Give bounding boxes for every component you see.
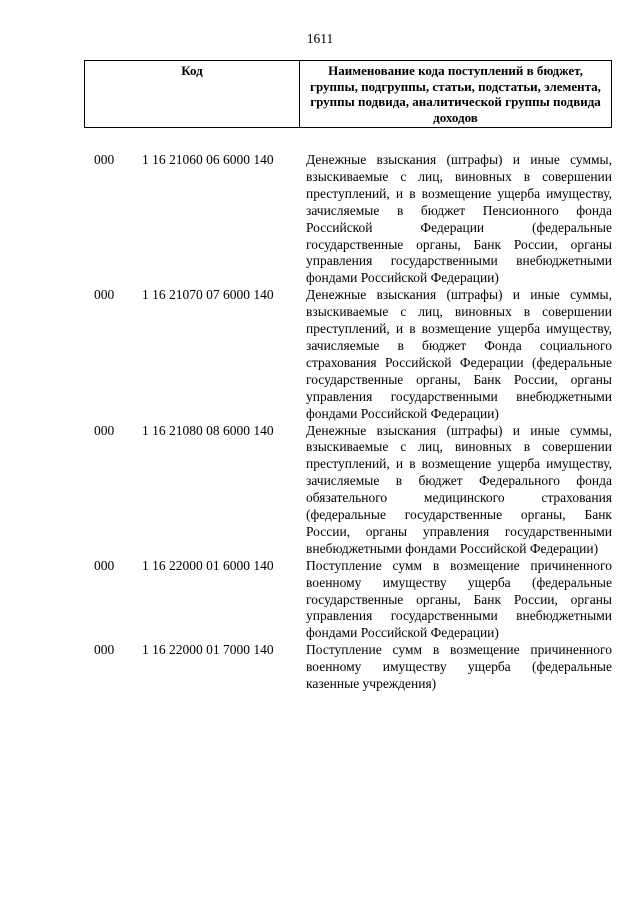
admin-code: 000	[94, 557, 115, 573]
header-row	[85, 61, 612, 128]
table-row	[84, 287, 612, 422]
revenue-name: Денежные взыскания (штрафы) и иные суммы, взыскиваемые с лиц, виновных в совершении преступлений, и в возмещение ущерба имуществу, зачисляемые в бюджет Фонда социального страхования Российской Федерации (федеральные государственные органы, Банк России, органы управления государственными внебюджетными фондами Российской Федерации)	[306, 287, 612, 421]
revenue-code: 1 16 21080 08 6000 140	[142, 422, 274, 438]
revenue-code: 1 16 22000 01 7000 140	[142, 642, 274, 658]
page-number: 1611	[306, 31, 334, 46]
revenue-name: Денежные взыскания (штрафы) и иные суммы, взыскиваемые с лиц, виновных в совершении преступлений, и в возмещение ущерба имуществу, зачисляемые в бюджет Федерального фонда обязательного медицинского страхования (федеральные государственные органы, Банк России, органы управления государственными внебюджетными фондами Российской Федерации)	[306, 422, 612, 556]
table-row	[84, 152, 612, 287]
admin-code: 000	[94, 152, 115, 167]
table-row	[84, 423, 612, 558]
table-row	[84, 558, 612, 643]
table-row	[84, 642, 612, 693]
revenue-codes-table	[84, 152, 612, 693]
admin-code: 000	[94, 422, 115, 438]
revenue-code: 1 16 21070 07 6000 140	[142, 287, 274, 303]
header-table	[84, 60, 612, 128]
revenue-code: 1 16 21060 06 6000 140	[142, 152, 274, 167]
header-code-cell: Код	[85, 61, 300, 128]
admin-code: 000	[94, 287, 115, 303]
revenue-name: Денежные взыскания (штрафы) и иные суммы, взыскиваемые с лиц, виновных в совершении преступлений, и в возмещение ущерба имуществу, зачисляемые в бюджет Пенсионного фонда Российской Федерации (федеральные государственные органы, Банк России, органы управления государственными внебюджетными фондами Российской Федерации)	[306, 152, 612, 286]
revenue-code: 1 16 22000 01 6000 140	[142, 557, 274, 573]
revenue-name: Поступление сумм в возмещение причиненного военному имуществу ущерба (федеральные государственные органы, Банк России, органы управления государственными внебюджетными фондами Российской Федерации)	[306, 557, 612, 641]
admin-code: 000	[94, 642, 115, 658]
revenue-name: Поступление сумм в возмещение причиненного военному имуществу ущерба (федеральные казенные учреждения)	[306, 642, 612, 692]
header-name-cell: Наименование кода поступлений в бюджет, группы, подгруппы, статьи, подстатьи, элемента, группы подвида, аналитической группы подвида доходов	[300, 61, 612, 128]
